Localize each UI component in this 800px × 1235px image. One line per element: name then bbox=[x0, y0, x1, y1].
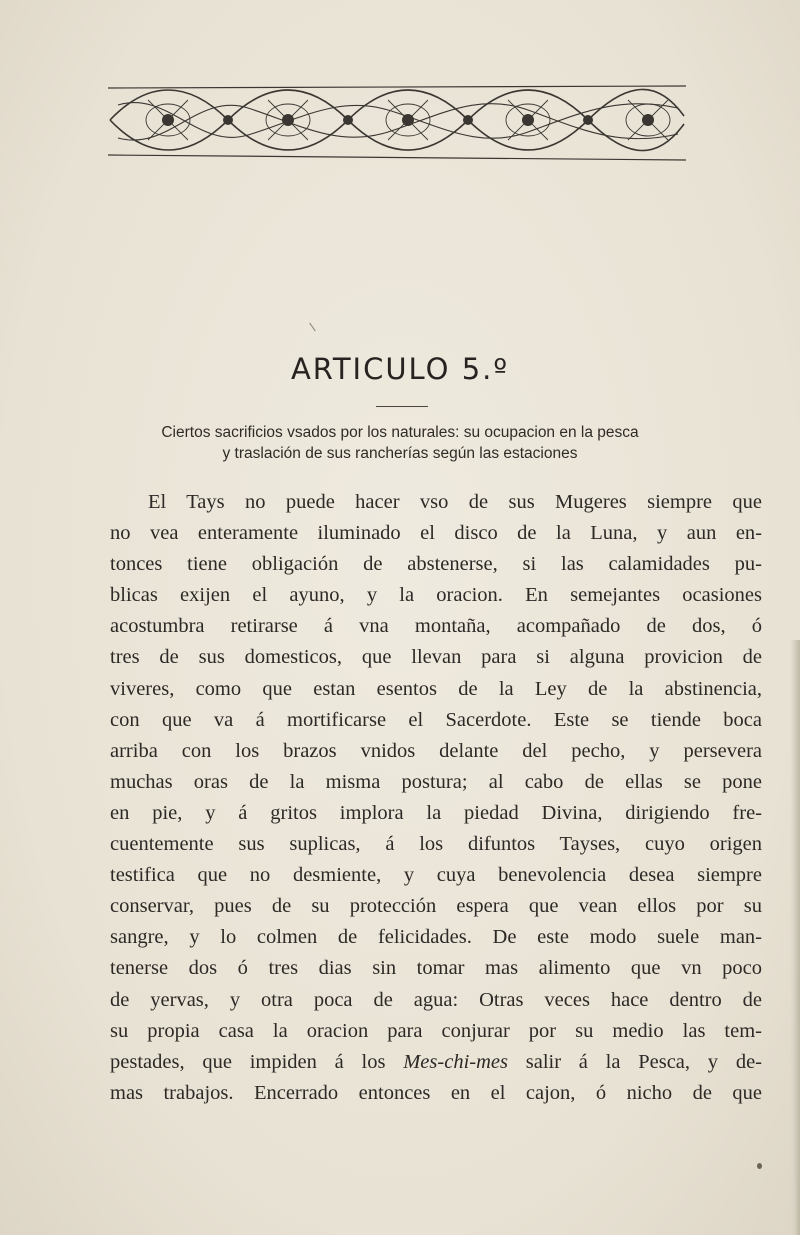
paragraph-line: acostumbra retirarse á vna montaña, acompañado de dos, ó bbox=[110, 615, 762, 638]
paragraph-line: mas trabajos. Encerrado entonces en el cajon, ó nicho de que bbox=[110, 1081, 762, 1104]
paragraph-line: pestades, que impiden á los Mes-chi-mes salir á la Pesca, y de- bbox=[110, 1050, 762, 1073]
decorative-border-ornament bbox=[108, 60, 686, 180]
heading-divider bbox=[376, 406, 428, 407]
paragraph-line: testifica que no desmiente, y cuya benevolencia desea siempre bbox=[110, 864, 762, 887]
paragraph-line: arriba con los brazos vnidos delante del pecho, y persevera bbox=[110, 739, 762, 762]
paragraph-line: blicas exijen el ayuno, y la oracion. En semejantes ocasiones bbox=[110, 584, 762, 607]
paragraph-line: tres de sus domesticos, que llevan para si alguna provicion de bbox=[110, 646, 762, 669]
article-paragraph bbox=[110, 487, 762, 1109]
paragraph-line: cuentemente sus suplicas, á los difuntos Tayses, cuyo origen bbox=[110, 833, 762, 856]
article-heading: ARTICULO 5.º bbox=[290, 352, 510, 386]
page-mark bbox=[309, 323, 316, 332]
paragraph-line: muchas oras de la misma postura; al cabo de ellas se pone bbox=[110, 770, 762, 793]
paragraph-line: tonces tiene obligación de abstenerse, si las calamidades pu- bbox=[110, 553, 762, 576]
paragraph-line: El Tays no puede hacer vso de sus Mugeres siempre que bbox=[148, 491, 762, 513]
paragraph-line: en pie, y á gritos implora la piedad Divina, dirigiendo fre- bbox=[110, 801, 762, 824]
page-edge-shadow bbox=[790, 640, 800, 1235]
paragraph-line: viveres, como que estan esentos de la Ley de la abstinencia, bbox=[110, 677, 762, 700]
article-subtitle-line-2: y traslación de sus rancherías según las estaciones bbox=[222, 445, 578, 462]
italic-term: Mes-chi-mes bbox=[403, 1050, 508, 1073]
ink-speck bbox=[757, 1163, 762, 1169]
paragraph-line: de yervas, y otra poca de agua: Otras veces hace dentro de bbox=[110, 988, 762, 1011]
article-subtitle-line-1: Ciertos sacrificios vsados por los naturales: su ocupacion en la pesca bbox=[161, 424, 639, 441]
paragraph-line: conservar, pues de su protección espera que vean ellos por su bbox=[110, 895, 762, 918]
paragraph-line: con que va á mortificarse el Sacerdote. Este se tiende boca bbox=[110, 708, 762, 731]
paragraph-line: no vea enteramente iluminado el disco de la Luna, y aun en- bbox=[110, 522, 762, 545]
paragraph-line: sangre, y lo colmen de felicidades. De este modo suele man- bbox=[110, 926, 762, 949]
paragraph-line: su propia casa la oracion para conjurar por su medio las tem- bbox=[110, 1019, 762, 1042]
paragraph-line: tenerse dos ó tres dias sin tomar mas alimento que vn poco bbox=[110, 957, 762, 980]
